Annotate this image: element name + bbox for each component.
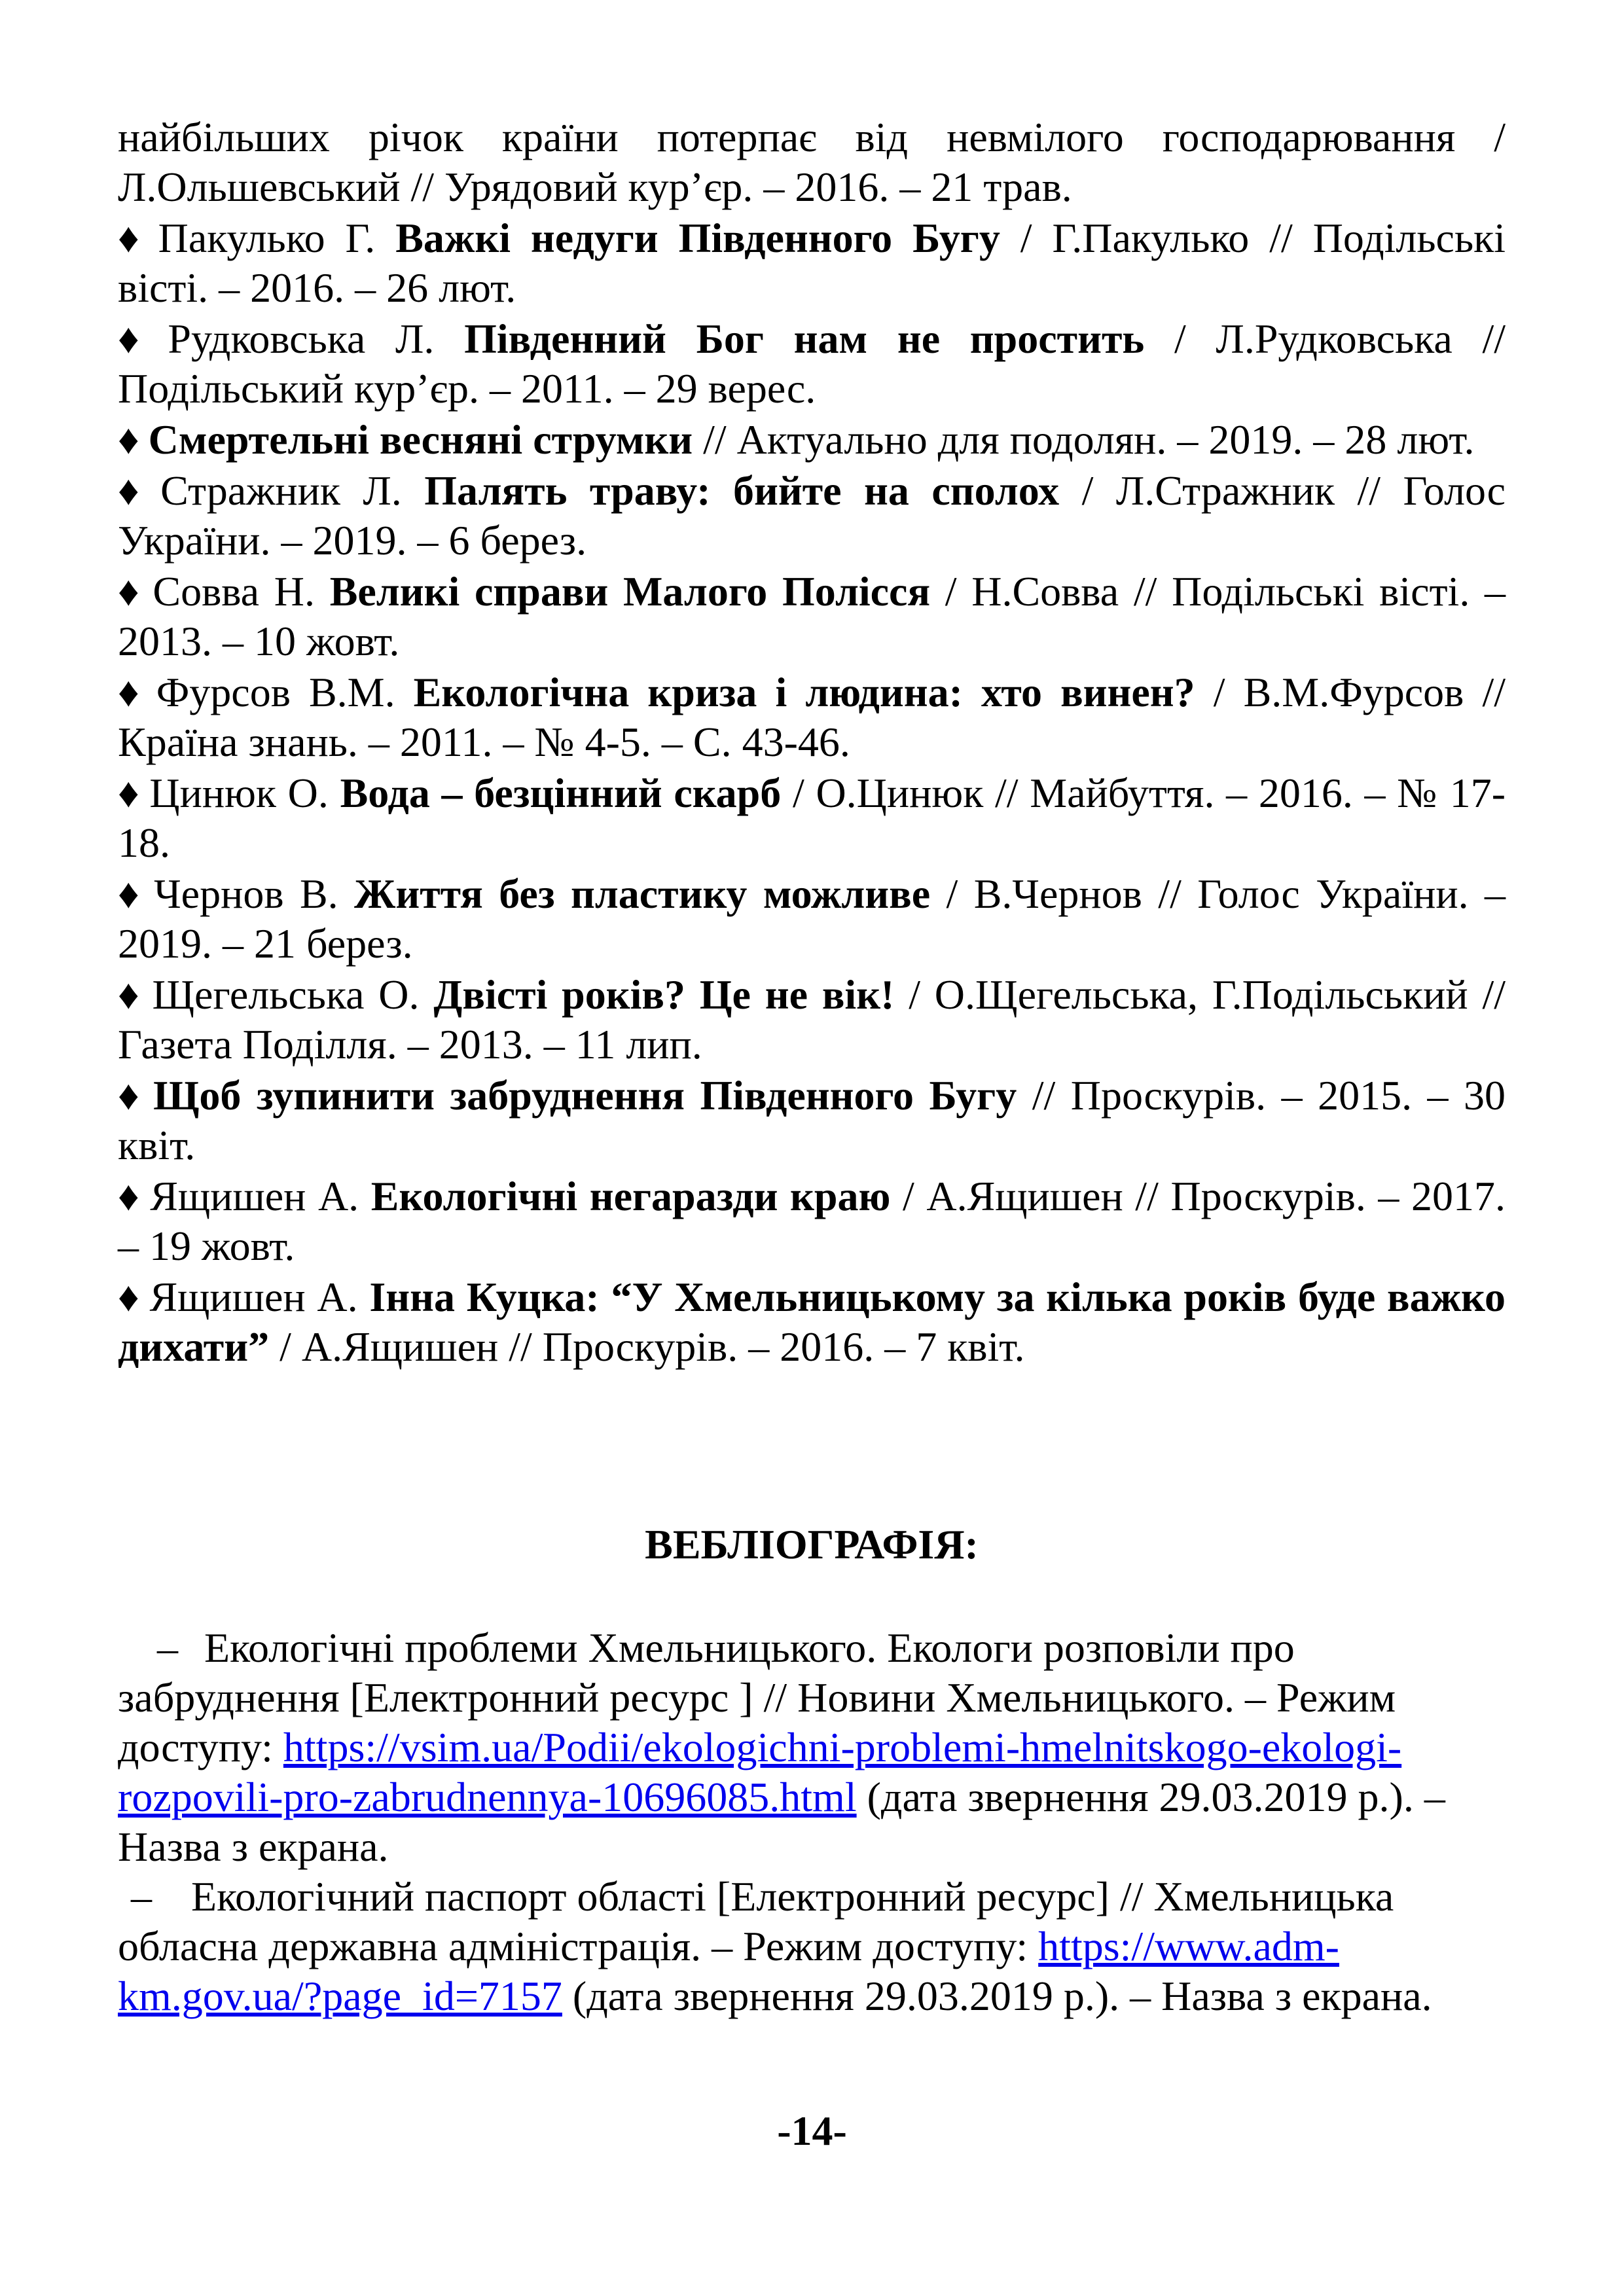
diamond-bullet-icon: ♦: [118, 1274, 141, 1320]
entry-title: Палять траву: бийте на сполох: [424, 467, 1060, 514]
entry-author: Щегельська О.: [152, 971, 434, 1018]
entry-source: / Н.Совва // Подільські вісті. – 2013. – 10 жовт.: [118, 568, 1506, 664]
bibliography-entry: [118, 113, 1506, 212]
entry-source: / Л.Рудковська // Подільський кур’єр. – 2011. – 29 верес.: [118, 315, 1506, 412]
resource-link[interactable]: https://www.adm-km.gov.ua/?page_id=7157: [118, 1923, 1339, 2019]
bibliography-entry: [118, 1272, 1506, 1372]
entry-title: Смертельні весняні струмки: [148, 416, 693, 463]
diamond-bullet-icon: ♦: [118, 971, 143, 1018]
entry-text: (дата звернення 29.03.2019 р.). – Назва з екрана.: [562, 1973, 1432, 2019]
entry-title: Вода – безцінний скарб: [340, 770, 782, 816]
entry-title: Життя без пластику можливе: [354, 870, 931, 917]
entry-source: / А.Ящишен // Проскурів. – 2017. – 19 жовт.: [118, 1173, 1506, 1269]
entry-text: Екологічні проблеми Хмельницького. Екологи розповіли про забруднення [Електронний ресурс ] // Новини Хмельницького. – Режим доступу:: [118, 1624, 1396, 1770]
entry-title: Великі справи Малого Полісся: [329, 568, 931, 615]
diamond-bullet-icon: ♦: [118, 1072, 145, 1119]
entry-source: / В.М.Фурсов // Країна знань. – 2011. – № 4-5. – С. 43-46.: [118, 669, 1506, 765]
resource-link[interactable]: https://vsim.ua/Podii/ekologichni-problemi-hmelnitskogo-ekologi-rozpovili-pro-zabrudnennya-10696085.html: [118, 1724, 1402, 1820]
bibliography-entry: [118, 466, 1506, 565]
entry-author: Совва Н.: [153, 568, 330, 615]
entry-author: Ящишен А.: [150, 1173, 371, 1219]
page-number: -14-: [777, 2108, 847, 2154]
entry-author: Рудковська Л.: [168, 315, 465, 362]
section-title: ВЕБЛІОГРАФІЯ:: [645, 1521, 979, 1568]
diamond-bullet-icon: ♦: [118, 870, 145, 917]
entry-title: Південний Бог нам не простить: [464, 315, 1145, 362]
bibliography-list: [118, 113, 1506, 1373]
bibliography-entry: [118, 869, 1506, 969]
bibliography-entry: [118, 768, 1506, 868]
entry-source: / О.Цинюк // Майбуття. – 2016. – № 17-18.: [118, 770, 1506, 866]
entry-source: / А.Ящишен // Проскурів. – 2016. – 7 квіт.: [269, 1323, 1025, 1370]
entry-title: Щоб зупинити забруднення Південного Бугу: [153, 1072, 1017, 1119]
webliography-entry: [118, 1623, 1506, 1872]
diamond-bullet-icon: ♦: [118, 467, 152, 514]
diamond-bullet-icon: ♦: [118, 315, 159, 362]
entry-source: / Л.Стражник // Голос України. – 2019. – 6 берез.: [118, 467, 1506, 564]
bibliography-entry: [118, 970, 1506, 1069]
bibliography-entry: [118, 314, 1506, 414]
diamond-bullet-icon: ♦: [118, 215, 149, 261]
bibliography-entry: [118, 567, 1506, 666]
webliography-list: [118, 1623, 1506, 2021]
entry-title: Інна Куцка: “У Хмельницькому за кілька років буде важко дихати”: [118, 1274, 1506, 1370]
dash-bullet: –: [157, 1624, 178, 1671]
bibliography-entry: [118, 1172, 1506, 1271]
entry-author: Фурсов В.М.: [156, 669, 414, 715]
entry-title: Екологічні негаразди краю: [370, 1173, 891, 1219]
webliography-entry: [118, 1872, 1506, 2021]
bibliography-entry: [118, 213, 1506, 313]
diamond-bullet-icon: ♦: [118, 770, 141, 816]
diamond-bullet-icon: ♦: [118, 568, 144, 615]
entry-text: (дата звернення 29.03.2019 р.). – Назва з екрана.: [118, 1774, 1445, 1870]
diamond-bullet-icon: ♦: [118, 1173, 141, 1219]
entry-author: Чернов В.: [154, 870, 355, 917]
dash-bullet: –: [131, 1873, 152, 1920]
entry-source: / В.Чернов // Голос України. – 2019. – 21 берез.: [118, 870, 1506, 967]
entry-author: Пакулько Г.: [158, 215, 396, 261]
entry-source: // Актуально для подолян. – 2019. – 28 лют.: [693, 416, 1475, 463]
entry-source: / О.Щегельська, Г.Подільський // Газета Поділля. – 2013. – 11 лип.: [118, 971, 1506, 1067]
entry-author: Ящишен А.: [149, 1274, 370, 1320]
entry-source: // Проскурів. – 2015. – 30 квіт.: [118, 1072, 1506, 1168]
bibliography-entry: [118, 1071, 1506, 1170]
bibliography-entry: [118, 668, 1506, 767]
entry-title: Важкі недуги Південного Бугу: [395, 215, 1000, 261]
entry-source: / Г.Пакулько // Подільські вісті. – 2016. – 26 лют.: [118, 215, 1506, 311]
entry-author: Цинюк О.: [149, 770, 340, 816]
entry-text: найбільших річок країни потерпає від невмілого господарювання / Л.Ольшевський // Урядовий кур’єр. – 2016. – 21 трав.: [118, 114, 1506, 210]
entry-title: Екологічна криза і людина: хто винен?: [413, 669, 1195, 715]
bibliography-entry: [118, 415, 1506, 465]
entry-author: Стражник Л.: [160, 467, 425, 514]
diamond-bullet-icon: ♦: [118, 669, 147, 715]
entry-title: Двісті років? Це не вік!: [433, 971, 895, 1018]
entry-text: Екологічний паспорт області [Електронний ресурс] // Хмельницька обласна державна адміністрація. – Режим доступу:: [118, 1873, 1394, 1969]
diamond-bullet-icon: ♦: [118, 416, 139, 463]
